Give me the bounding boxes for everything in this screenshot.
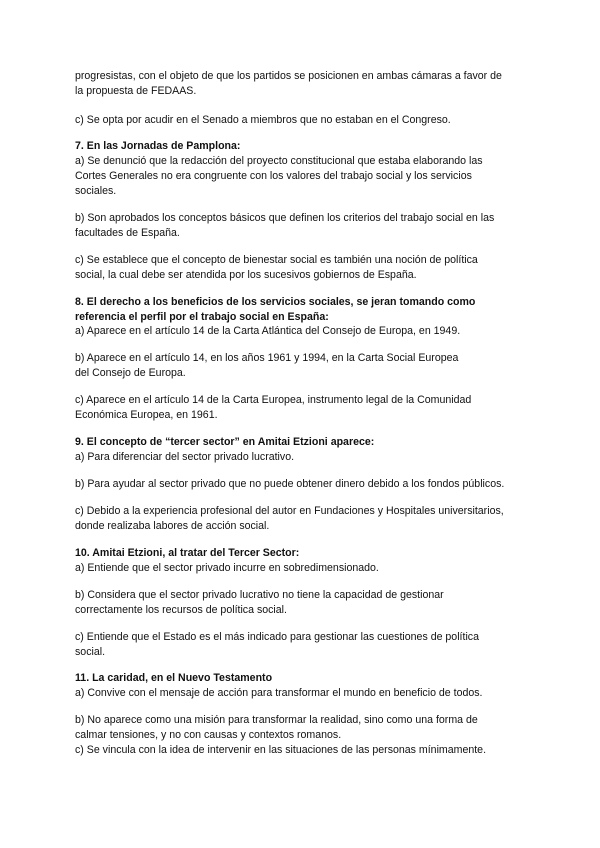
- text-line: a) Entiende que el sector privado incurre en sobredimensionado.: [75, 562, 379, 574]
- question-7-title: [75, 139, 530, 154]
- text-line: 10. Amitai Etzioni, al tratar del Tercer Sector:: [75, 547, 300, 559]
- question-8-option-b: [75, 351, 530, 381]
- question-8-option-a: [75, 324, 530, 339]
- text-line: la propuesta de FEDAAS.: [75, 85, 197, 98]
- text-line: b) No aparece como una misión para transformar la realidad, sino como una forma de: [75, 714, 478, 726]
- text-line: donde realizaba labores de acción social.: [75, 520, 270, 533]
- continued-option-c: [75, 113, 530, 128]
- text-line: 9. El concepto de “tercer sector” en Amitai Etzioni aparece:: [75, 436, 375, 448]
- question-8-title: [75, 295, 530, 325]
- text-line: a) Se denunció que la redacción del proyecto constitucional que estaba elaborando las: [75, 155, 483, 167]
- question-11-option-c: [75, 743, 530, 758]
- question-10-option-c: [75, 630, 530, 660]
- text-line: calmar tensiones, y no con causas y contextos romanos.: [75, 729, 342, 742]
- question-7-option-b: [75, 211, 530, 241]
- question-11-option-a: [75, 686, 530, 701]
- text-line: b) Aparece en el artículo 14, en los años 1961 y 1994, en la Carta Social Europea: [75, 352, 459, 364]
- question-11-title: [75, 671, 530, 686]
- question-10-title: [75, 546, 530, 561]
- text-line: c) Aparece en el artículo 14 de la Carta Europea, instrumento legal de la Comunidad: [75, 394, 472, 406]
- question-10-option-b: [75, 588, 530, 618]
- text-line: sociales.: [75, 185, 117, 198]
- text-line: a) Para diferenciar del sector privado lucrativo.: [75, 451, 295, 463]
- text-line: 8. El derecho a los beneficios de los servicios sociales, se jeran tomando como: [75, 296, 476, 308]
- text-line: referencia el perfil por el trabajo social en España:: [75, 311, 329, 324]
- text-line: Cortes Generales no era congruente con los valores del trabajo social y los servicios: [75, 170, 472, 183]
- text-line: correctamente los recursos de política social.: [75, 604, 287, 617]
- text-line: social.: [75, 646, 106, 659]
- text-line: a) Aparece en el artículo 14 de la Carta Atlántica del Consejo de Europa, en 1949.: [75, 325, 461, 337]
- question-8-option-c: [75, 393, 530, 423]
- question-10-option-a: [75, 561, 530, 576]
- text-line: b) Considera que el sector privado lucrativo no tiene la capacidad de gestionar: [75, 589, 444, 601]
- question-9-option-b: [75, 477, 530, 492]
- text-line: social, la cual debe ser atendida por los sucesivos gobiernos de España.: [75, 269, 417, 282]
- question-9-title: [75, 435, 530, 450]
- text-line: Económica Europea, en 1961.: [75, 409, 218, 422]
- text-line: c) Se vincula con la idea de intervenir en las situaciones de las personas mínimamente.: [75, 744, 487, 756]
- text-line: facultades de España.: [75, 227, 180, 240]
- text-line: b) Para ayudar al sector privado que no puede obtener dinero debido a los fondos públicos.: [75, 478, 505, 490]
- text-line: 11. La caridad, en el Nuevo Testamento: [75, 672, 273, 684]
- text-line: 7. En las Jornadas de Pamplona:: [75, 140, 241, 152]
- text-line: b) Son aprobados los conceptos básicos que definen los criterios del trabajo social en las: [75, 212, 495, 224]
- text-line: c) Se opta por acudir en el Senado a miembros que no estaban en el Congreso.: [75, 114, 451, 126]
- text-line: c) Se establece que el concepto de bienestar social es también una noción de política: [75, 254, 478, 266]
- question-11-option-b: [75, 713, 530, 743]
- question-9-option-a: [75, 450, 530, 465]
- continued-paragraph: [75, 69, 530, 99]
- text-line: c) Entiende que el Estado es el más indicado para gestionar las cuestiones de política: [75, 631, 479, 643]
- text-line: del Consejo de Europa.: [75, 367, 186, 380]
- question-9-option-c: [75, 504, 530, 534]
- text-line: progresistas, con el objeto de que los partidos se posicionen en ambas cámaras a favor de: [75, 70, 502, 82]
- question-7-option-c: [75, 253, 530, 283]
- question-7-option-a: [75, 154, 530, 200]
- text-line: a) Convive con el mensaje de acción para transformar el mundo en beneficio de todos.: [75, 687, 483, 699]
- text-line: c) Debido a la experiencia profesional del autor en Fundaciones y Hospitales universitarios,: [75, 505, 504, 517]
